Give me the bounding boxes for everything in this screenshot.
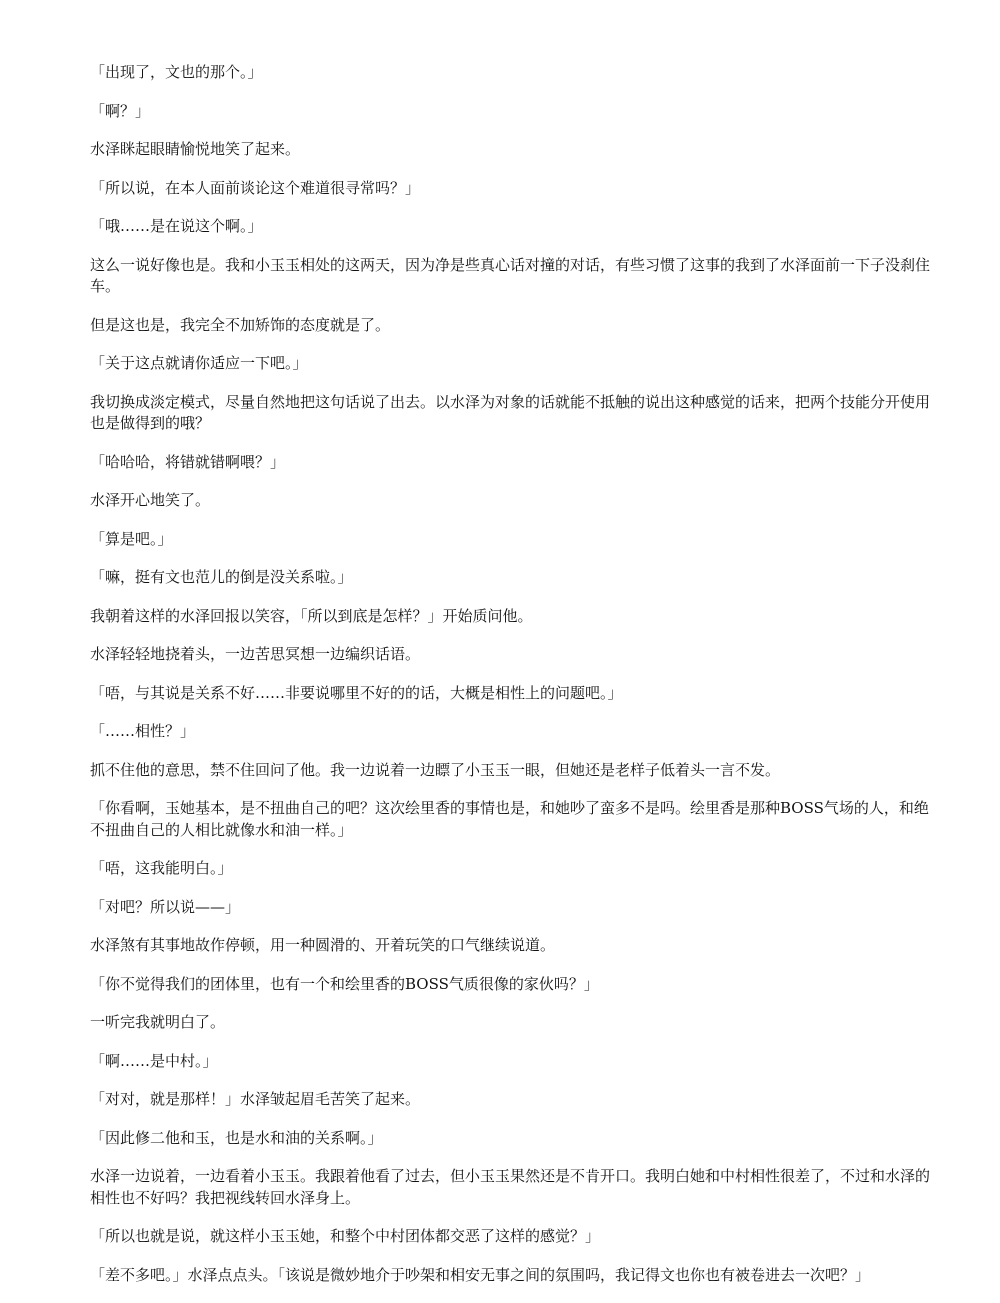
paragraph: 我切换成淡定模式，尽量自然地把这句话说了出去。以水泽为对象的话就能不抵触的说出这种感觉的话来，把两个技能分开使用也是做得到的哦？ — [90, 392, 931, 432]
paragraph: 「对对，就是那样！」水泽皱起眉毛苦笑了起来。 — [90, 1090, 421, 1108]
paragraph: 「唔，与其说是关系不好……非要说哪里不好的的话，大概是相性上的问题吧。」 — [90, 683, 623, 702]
paragraph: 这么一说好像也是。我和小玉玉相处的这两天，因为净是些真心话对撞的对话，有些习惯了这事的我到了水泽面前一下子没刹住车。 — [90, 255, 931, 295]
paragraph: 「你看啊，玉她基本，是不扭曲自己的吧？这次绘里香的事情也是，和她吵了蛮多不是吗。绘里香是那种BOSS气场的人，和绝不扭曲自己的人相比就像水和油一样。」 — [90, 799, 929, 839]
paragraph: 但是这也是，我完全不加矫饰的态度就是了。 — [90, 315, 391, 334]
paragraph: 水泽眯起眼睛愉悦地笑了起来。 — [90, 140, 301, 158]
paragraph: 「啊？」 — [90, 101, 151, 120]
paragraph: 「唔，这我能明白。」 — [90, 859, 233, 877]
paragraph: 「出现了，文也的那个。」 — [90, 63, 263, 81]
paragraph: 「啊……是中村。」 — [90, 1051, 218, 1070]
paragraph: 「你不觉得我们的团体里，也有一个和绘里香的BOSS气质很像的家伙吗？」 — [90, 974, 599, 993]
paragraph: 水泽一边说着，一边看着小玉玉。我跟着他看了过去，但小玉玉果然还是不肯开口。我明白她和中村相性很差了，不过和水泽的相性也不好吗？我把视线转回水泽身上。 — [90, 1167, 931, 1207]
paragraph: 「所以说，在本人面前谈论这个难道很寻常吗？」 — [90, 178, 421, 197]
paragraph: 水泽轻轻地挠着头，一边苦思冥想一边编织话语。 — [90, 645, 421, 663]
paragraph: 水泽开心地笑了。 — [90, 491, 211, 509]
paragraph: 「哦……是在说这个啊。」 — [90, 217, 263, 235]
paragraph: 「关于这点就请你适应一下吧。」 — [90, 354, 308, 372]
paragraph: 「算是吧。」 — [90, 529, 173, 548]
paragraph: 我朝着这样的水泽回报以笑容，「所以到底是怎样？」开始质问他。 — [90, 606, 533, 625]
paragraph: 「嘛，挺有文也范儿的倒是没关系啦。」 — [90, 568, 353, 586]
paragraph: 抓不住他的意思，禁不住回问了他。我一边说着一边瞟了小玉玉一眼，但她还是老样子低着头一言不发。 — [90, 760, 781, 779]
paragraph: 水泽煞有其事地故作停顿，用一种圆滑的、开着玩笑的口气继续说道。 — [90, 936, 556, 954]
paragraph: 「哈哈哈，将错就错啊喂？」 — [90, 452, 286, 471]
paragraph: 「因此修二他和玉，也是水和油的关系啊。」 — [90, 1128, 383, 1147]
paragraph: 「……相性？」 — [90, 722, 196, 740]
document-body — [90, 62, 940, 1303]
paragraph: 「差不多吧。」水泽点点头。「该说是微妙地介于吵架和相安无事之间的氛围吗，我记得文也你也有被卷进去一次吧？」 — [90, 1265, 871, 1284]
paragraph: 「所以也就是说，就这样小玉玉她，和整个中村团体都交恶了这样的感觉？」 — [90, 1227, 601, 1245]
paragraph: 「对吧？所以说——」 — [90, 897, 241, 916]
paragraph: 一听完我就明白了。 — [90, 1013, 226, 1031]
